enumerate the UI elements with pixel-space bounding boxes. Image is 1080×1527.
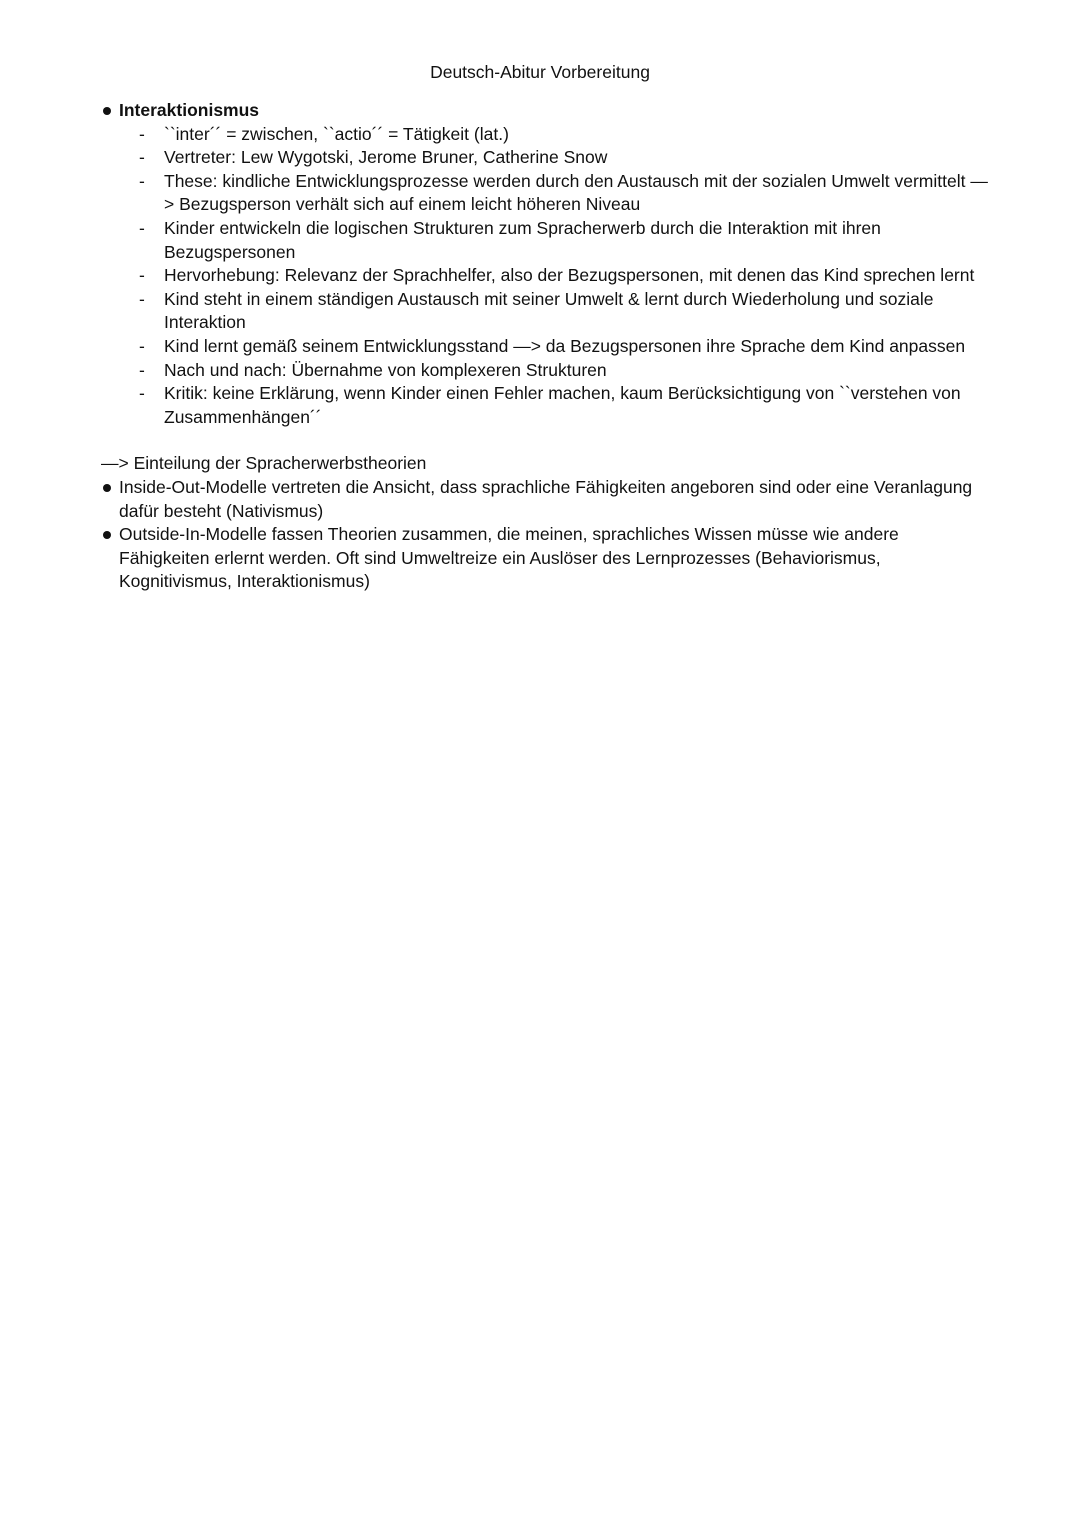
dash-icon: - <box>139 288 145 309</box>
dash-icon: - <box>139 335 145 356</box>
section-bullet <box>101 99 991 429</box>
list-item <box>139 217 991 264</box>
dash-icon: - <box>139 383 145 404</box>
classification-bullet <box>101 476 991 523</box>
page-title: Deutsch-Abitur Vorbereitung <box>430 62 650 82</box>
bullet-icon <box>103 107 111 115</box>
classification-heading: —> Einteilung der Spracherwerbstheorien <box>101 453 427 474</box>
bullet-icon <box>103 531 111 539</box>
classification-bullet-text: Outside-In-Modelle fassen Theorien zusammen, die meinen, sprachliches Wissen müsse wie andere Fähigkeiten erlernt werden. Oft sind Umweltreize ein Auslöser des Lernprozesses (Behaviorismus, Kognitivismus, Interaktionismus) <box>119 524 899 592</box>
list-item <box>139 123 991 147</box>
section-heading: Interaktionismus <box>119 100 260 120</box>
dash-icon: - <box>139 217 145 238</box>
dash-icon: - <box>139 170 145 191</box>
list-item-text: Nach und nach: Übernahme von komplexeren Strukturen <box>164 359 607 380</box>
list-item-text: Kind steht in einem ständigen Austausch mit seiner Umwelt & lernt durch Wiederholung und soziale Interaktion <box>164 288 934 333</box>
classification-bullet-text: Inside-Out-Modelle vertreten die Ansicht, dass sprachliche Fähigkeiten angeboren sind oder eine Veranlagung dafür besteht (Nativismus) <box>119 476 973 521</box>
dash-icon: - <box>139 147 145 168</box>
classification-bullet <box>101 523 991 594</box>
list-item <box>139 288 991 335</box>
dash-icon: - <box>139 359 145 380</box>
list-item-text: Hervorhebung: Relevanz der Sprachhelfer, also der Bezugspersonen, mit denen das Kind sprechen lernt <box>164 265 975 286</box>
list-item <box>139 382 991 429</box>
list-item-text: Kritik: keine Erklärung, wenn Kinder einen Fehler machen, kaum Berücksichtigung von ``verstehen von Zusammenhängen´´ <box>164 383 961 427</box>
spacer <box>101 429 991 452</box>
list-item-text: Vertreter: Lew Wygotski, Jerome Bruner, Catherine Snow <box>164 147 608 168</box>
list-item <box>139 264 991 288</box>
list-item-text: Kind lernt gemäß seinem Entwicklungsstand —> da Bezugspersonen ihre Sprache dem Kind anpassen <box>164 335 966 356</box>
document-body <box>101 99 991 594</box>
list-item <box>139 359 991 383</box>
dash-icon: - <box>139 123 145 144</box>
dash-icon: - <box>139 265 145 286</box>
list-item-text: Kinder entwickeln die logischen Strukturen zum Spracherwerb durch die Interaktion mit ihren Bezugspersonen <box>164 217 881 262</box>
dash-list <box>119 123 991 430</box>
list-item <box>139 146 991 170</box>
list-item-text: These: kindliche Entwicklungsprozesse werden durch den Austausch mit der sozialen Umwelt vermittelt —> Bezugsperson verhält sich auf einem leicht höheren Niveau <box>164 170 988 215</box>
bullet-icon <box>103 484 111 492</box>
list-item-text: ``inter´´ = zwischen, ``actio´´ = Tätigkeit (lat.) <box>164 123 509 144</box>
list-item <box>139 335 991 359</box>
list-item <box>139 170 991 217</box>
